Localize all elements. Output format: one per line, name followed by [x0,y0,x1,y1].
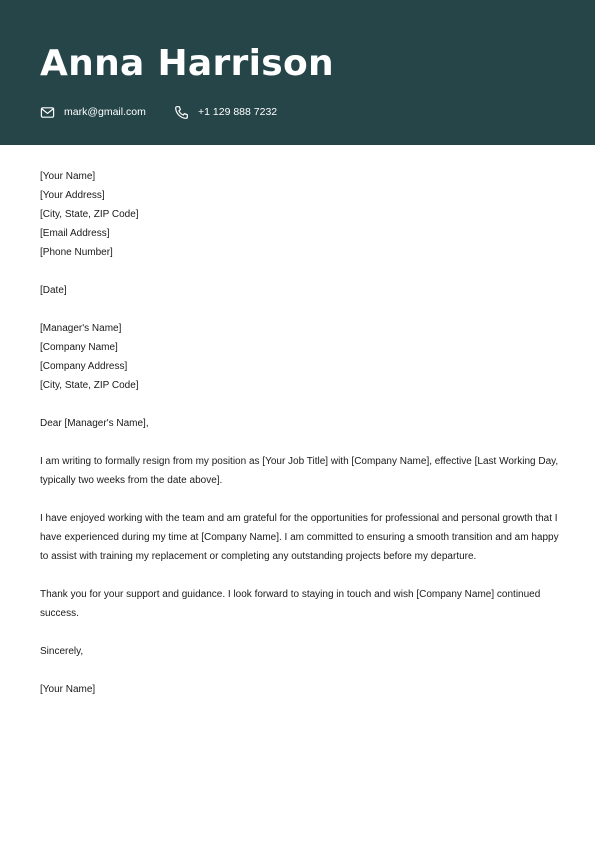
paragraph-thanks: Thank you for your support and guidance. I look forward to staying in touch and wish [Company Name] continued success. [40,589,541,619]
letter-body [40,167,560,699]
sender-email: [Email Address] [40,228,110,239]
recipient-company: [Company Name] [40,342,118,353]
phone-text: +1 129 888 7232 [198,106,278,118]
contact-phone [174,104,277,120]
envelope-icon [40,105,55,120]
paragraph-resignation: I am writing to formally resign from my position as [Your Job Title] with [Company Name], effective [Last Working Day, typically two weeks from the date above]. [40,456,559,486]
contact-email [40,104,146,120]
signature: [Your Name] [40,684,96,695]
sender-address: [Your Address] [40,190,105,201]
sender-city: [City, State, ZIP Code] [40,209,139,220]
sender-block [40,167,560,262]
sender-phone: [Phone Number] [40,247,113,258]
phone-icon [174,105,189,120]
recipient-city: [City, State, ZIP Code] [40,380,139,391]
closing: Sincerely, [40,646,84,657]
paragraph-gratitude: I have enjoyed working with the team and am grateful for the opportunities for professional and personal growth that I have experienced during my time at [Company Name]. I am committed to ensuring a smooth transition and am happy to assist with training my replacement or completing any outstanding projects before my departure. [40,513,559,562]
recipient-address: [Company Address] [40,361,128,372]
letter-date: [Date] [40,285,67,296]
recipient-block [40,319,560,395]
email-text: mark@gmail.com [64,106,146,118]
header-banner [0,0,595,145]
salutation: Dear [Manager's Name], [40,418,149,429]
sender-name: [Your Name] [40,171,96,182]
recipient-name: [Manager's Name] [40,323,122,334]
applicant-name: Anna Harrison [40,43,334,84]
